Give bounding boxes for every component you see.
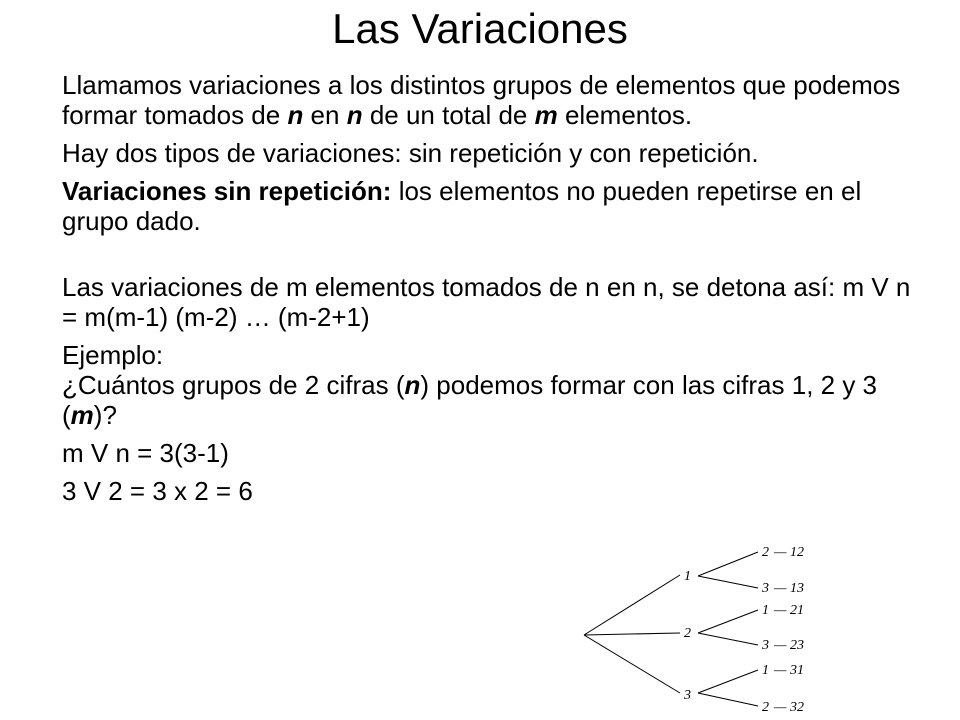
var-n: n: [404, 370, 421, 400]
question-text-2: ) podemos formar con las cifras 1, 2 y 3 (: [62, 370, 878, 430]
definition-text-2: en: [303, 100, 347, 130]
question-text-3: )?: [93, 400, 117, 430]
definition-paragraph: [62, 70, 922, 130]
tree-result: 12: [790, 545, 804, 560]
no-repetition-heading: Variaciones sin repetición:: [62, 176, 392, 206]
tree-dash: —: [774, 638, 787, 653]
var-m: m: [534, 100, 558, 130]
var-m: m: [70, 400, 94, 430]
no-repetition-paragraph: [62, 176, 922, 236]
no-repetition-text: los elementos no pueden repetirse en el grupo dado.: [62, 176, 862, 236]
tree-diagram: [570, 530, 830, 720]
slide-title: Las Variaciones: [332, 5, 628, 52]
tree-dash: —: [774, 545, 787, 560]
tree-dash: —: [774, 581, 787, 596]
var-n: n: [346, 100, 363, 130]
tree-node-level2: 2: [762, 700, 769, 715]
formula-general: m V n = 3(3-1): [62, 438, 229, 468]
definition-text-4: elementos.: [557, 100, 693, 130]
notation-paragraph: Las variaciones de m elementos tomados de n en n, se detona así: m V n = m(m-1) (m-2) … (m-2+1): [62, 272, 911, 332]
question-text-1: ¿Cuántos grupos de 2 cifras (: [62, 370, 405, 400]
tree-node-level1: 3: [684, 688, 691, 703]
tree-node-level2: 1: [762, 663, 769, 678]
tree-node-level2: 2: [762, 545, 769, 560]
tree-node-level1: 1: [684, 569, 691, 584]
definition-text-3: de un total de: [362, 100, 535, 130]
definition-text-1: Llamamos variaciones a los distintos grupos de elementos que podemos formar tomados de: [62, 70, 901, 130]
tree-dash: —: [774, 700, 787, 715]
tree-node-level1: 2: [684, 626, 691, 641]
example-question: [62, 370, 922, 430]
tree-dash: —: [774, 663, 787, 678]
slide-body: [62, 70, 922, 506]
tree-result: 32: [790, 700, 804, 715]
tree-node-level2: 3: [762, 581, 769, 596]
tree-branches: [584, 552, 758, 706]
tree-result: 13: [790, 581, 804, 596]
tree-node-level2: 1: [762, 603, 769, 618]
tree-result: 31: [790, 663, 804, 678]
tree-result: 23: [790, 638, 804, 653]
example-heading: Ejemplo:: [62, 340, 164, 370]
tree-node-level2: 3: [762, 638, 769, 653]
var-n: n: [287, 100, 304, 130]
tree-dash: —: [774, 603, 787, 618]
types-paragraph: Hay dos tipos de variaciones: sin repetición y con repetición.: [62, 138, 759, 168]
formula-result: 3 V 2 = 3 x 2 = 6: [62, 476, 253, 506]
tree-result: 21: [790, 603, 804, 618]
